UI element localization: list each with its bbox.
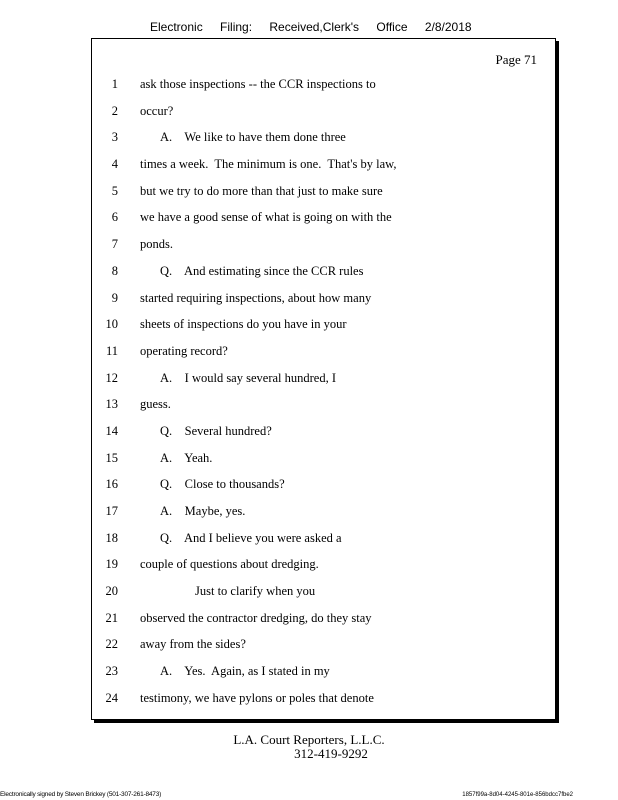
filing-header-word: Received,Clerk's bbox=[269, 20, 360, 34]
filing-header-word: Office bbox=[376, 20, 408, 34]
transcript-lines bbox=[92, 71, 555, 712]
transcript-line bbox=[92, 71, 555, 98]
reporter-phone: 312-419-9292 bbox=[294, 746, 368, 761]
filing-header-word: Electronic bbox=[150, 20, 203, 34]
transcript-line bbox=[92, 445, 555, 472]
line-text: sheets of inspections do you have in your bbox=[140, 317, 347, 332]
line-text: Q. Several hundred? bbox=[160, 423, 272, 438]
line-number: 1 bbox=[111, 77, 118, 91]
line-number: 8 bbox=[111, 263, 118, 278]
line-text: A. Yeah. bbox=[160, 450, 213, 465]
line-text: we have a good sense of what is going on with the bbox=[140, 210, 392, 225]
transcript-line bbox=[92, 685, 555, 712]
transcript-line bbox=[92, 178, 555, 205]
transcript-line bbox=[92, 151, 555, 178]
filing-header bbox=[150, 20, 486, 34]
line-text: operating record? bbox=[140, 343, 228, 358]
line-number: 23 bbox=[105, 664, 118, 679]
line-number: 17 bbox=[105, 504, 118, 518]
line-text: ponds. bbox=[140, 237, 173, 252]
transcript-line bbox=[92, 124, 555, 151]
transcript-line bbox=[92, 258, 555, 285]
transcript-line bbox=[92, 365, 555, 392]
reporter-footer bbox=[0, 733, 618, 761]
transcript-line bbox=[92, 204, 555, 231]
line-number: 7 bbox=[111, 237, 118, 252]
electronic-signature: Electronically signed by Steven Brickey (501-307-261-8473) bbox=[0, 791, 162, 798]
line-text: A. We like to have them done three bbox=[160, 130, 346, 145]
transcript-line bbox=[92, 98, 555, 125]
line-number: 19 bbox=[105, 557, 118, 572]
transcript-line bbox=[92, 498, 555, 525]
reporter-company: L.A. Court Reporters, L.L.C. bbox=[233, 732, 385, 747]
line-text: Q. And estimating since the CCR rules bbox=[160, 263, 364, 278]
transcript-line bbox=[92, 418, 555, 445]
transcript-line bbox=[92, 285, 555, 312]
document-hash: 1857f99a-8d04-4245-801e-856bdcc7fbe2 bbox=[462, 792, 573, 798]
line-number: 21 bbox=[105, 610, 118, 625]
line-text: testimony, we have pylons or poles that denote bbox=[140, 690, 374, 705]
filing-header-word: Filing: bbox=[220, 20, 253, 34]
line-number: 13 bbox=[105, 397, 118, 412]
line-text: Just to clarify when you bbox=[195, 584, 316, 599]
line-number: 6 bbox=[111, 210, 118, 225]
line-number: 20 bbox=[105, 584, 118, 599]
transcript-line bbox=[92, 311, 555, 338]
line-number: 3 bbox=[111, 130, 118, 145]
line-number: 16 bbox=[105, 477, 118, 492]
transcript-line bbox=[92, 231, 555, 258]
line-text: Q. Close to thousands? bbox=[160, 477, 285, 492]
transcript-line bbox=[92, 471, 555, 498]
line-number: 12 bbox=[105, 370, 118, 385]
transcript-line bbox=[92, 658, 555, 685]
line-number: 4 bbox=[111, 157, 118, 172]
transcript-line bbox=[92, 525, 555, 552]
transcript-line bbox=[92, 631, 555, 658]
line-text: away from the sides? bbox=[140, 637, 246, 652]
line-text: Q. And I believe you were asked a bbox=[160, 530, 342, 545]
line-text: guess. bbox=[140, 397, 171, 412]
line-text: A. Maybe, yes. bbox=[160, 504, 246, 518]
line-text: ask those inspections -- the CCR inspections to bbox=[140, 77, 376, 91]
transcript-line bbox=[92, 578, 555, 605]
line-number: 18 bbox=[105, 530, 118, 545]
line-text: A. I would say several hundred, I bbox=[160, 370, 336, 385]
line-text: times a week. The minimum is one. That's by law, bbox=[140, 157, 397, 172]
filing-date: 2/8/2018 bbox=[424, 20, 472, 34]
line-text: but we try to do more than that just to make sure bbox=[140, 183, 383, 198]
line-number: 24 bbox=[105, 690, 118, 705]
line-number: 9 bbox=[111, 290, 118, 305]
transcript-line bbox=[92, 391, 555, 418]
line-number: 14 bbox=[105, 423, 118, 438]
page-number: Page 71 bbox=[495, 52, 537, 67]
line-text: started requiring inspections, about how many bbox=[140, 290, 372, 305]
transcript-page bbox=[91, 38, 556, 720]
line-text: observed the contractor dredging, do they stay bbox=[140, 610, 372, 625]
line-number: 2 bbox=[111, 103, 118, 118]
line-number: 11 bbox=[105, 343, 118, 358]
line-number: 22 bbox=[105, 637, 118, 652]
line-text: A. Yes. Again, as I stated in my bbox=[160, 664, 330, 679]
line-text: couple of questions about dredging. bbox=[140, 557, 319, 572]
line-number: 15 bbox=[105, 450, 118, 465]
line-number: 10 bbox=[105, 317, 118, 332]
transcript-line bbox=[92, 605, 555, 632]
transcript-line bbox=[92, 338, 555, 365]
transcript-line bbox=[92, 551, 555, 578]
line-text: occur? bbox=[140, 103, 174, 118]
line-number: 5 bbox=[111, 183, 118, 198]
